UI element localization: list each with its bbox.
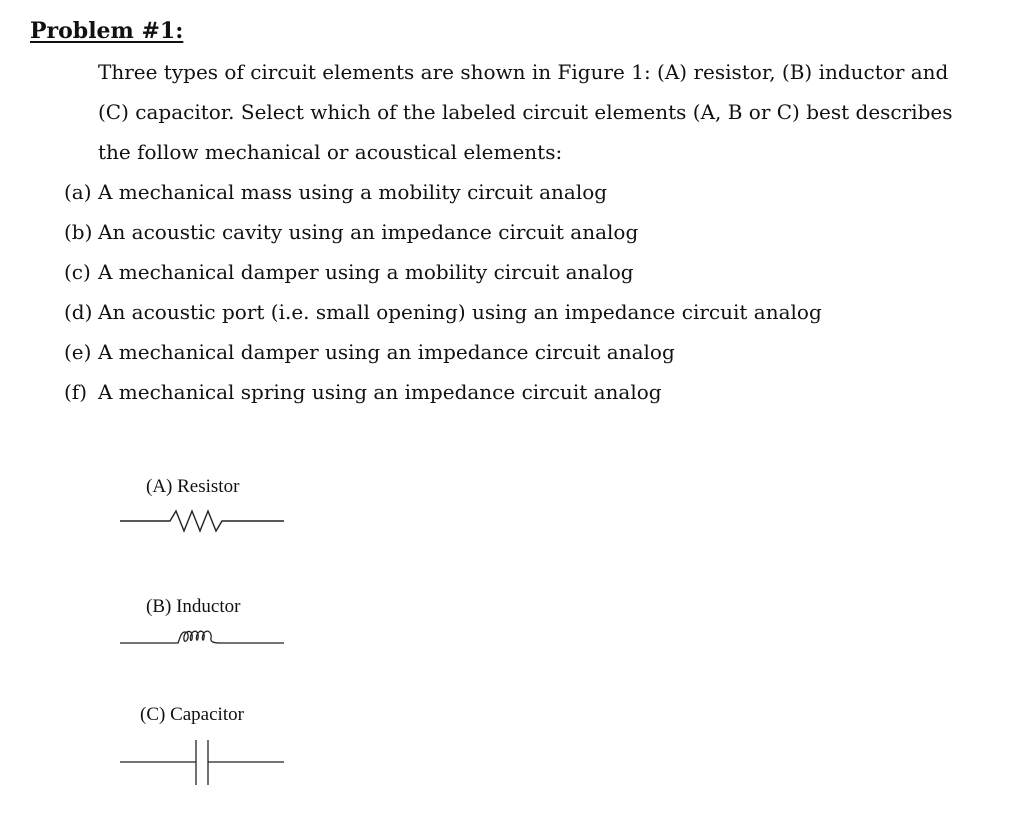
capacitor-label: (C) Capacitor	[140, 704, 244, 725]
item-marker: (f)	[64, 380, 88, 404]
item-marker: (a)	[64, 180, 92, 204]
capacitor-icon	[120, 738, 284, 788]
item-text: A mechanical damper using an impedance circuit analog	[98, 340, 675, 364]
question-item-f	[64, 372, 822, 412]
item-text: An acoustic port (i.e. small opening) using an impedance circuit analog	[98, 300, 822, 324]
question-item-c	[64, 252, 822, 292]
inductor-label: (B) Inductor	[146, 596, 241, 617]
item-marker: (b)	[64, 220, 93, 244]
intro-line: (C) capacitor. Select which of the labeled circuit elements (A, B or C) best describes	[98, 100, 953, 124]
inductor-icon	[120, 626, 284, 652]
intro-line: the follow mechanical or acoustical elements:	[98, 140, 563, 164]
item-text: A mechanical spring using an impedance circuit analog	[98, 380, 662, 404]
intro-line: Three types of circuit elements are shown in Figure 1: (A) resistor, (B) inductor and	[98, 60, 949, 84]
item-text: A mechanical damper using a mobility circuit analog	[98, 260, 634, 284]
problem-intro	[98, 52, 958, 172]
question-list	[64, 172, 822, 412]
question-item-d	[64, 292, 822, 332]
item-marker: (c)	[64, 260, 91, 284]
question-item-a	[64, 172, 822, 212]
question-item-b	[64, 212, 822, 252]
item-text: An acoustic cavity using an impedance circuit analog	[98, 220, 639, 244]
problem-title: Problem #1:	[30, 18, 184, 44]
item-text: A mechanical mass using a mobility circuit analog	[98, 180, 608, 204]
question-item-e	[64, 332, 822, 372]
resistor-label: (A) Resistor	[146, 476, 240, 497]
item-marker: (d)	[64, 300, 93, 324]
resistor-icon	[120, 506, 284, 536]
item-marker: (e)	[64, 340, 92, 364]
